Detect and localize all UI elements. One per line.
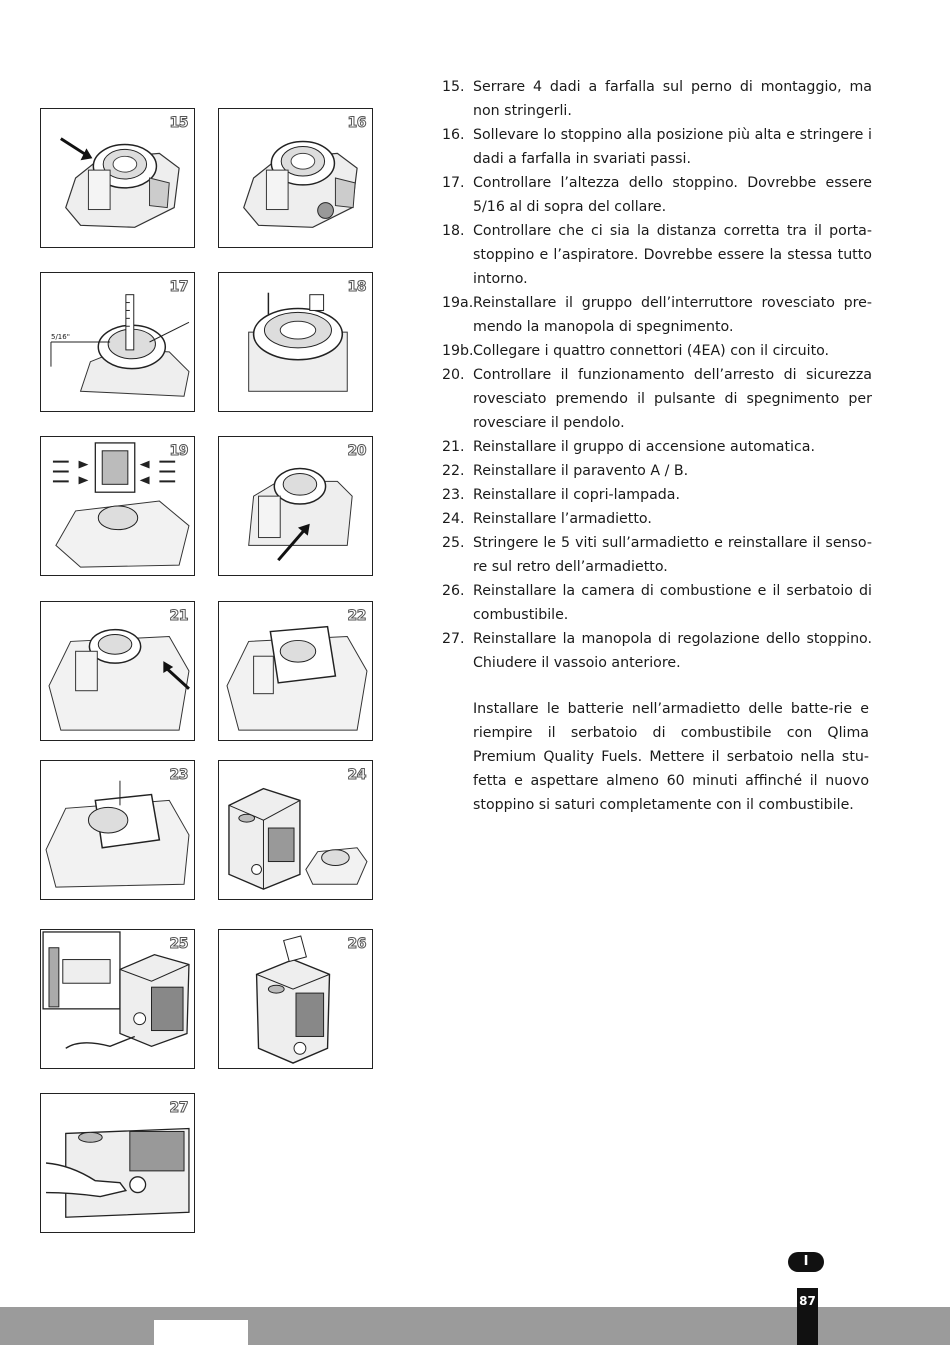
step-number: 24.	[442, 511, 465, 527]
step-item	[442, 483, 872, 507]
step-item	[442, 459, 872, 483]
battery-fuel-note: Installare le batterie nell’armadietto delle batte-rie e riempire il serbatoio di combustibile con Qlima Premium Quality Fuels. Mettere il serbatoio nella stu-fetta e aspettare almeno 60 minuti affinché il nuovo stoppino si saturi completamente con il combustibile.	[473, 701, 869, 813]
step-number: 21.	[442, 439, 465, 455]
step-item	[442, 123, 872, 171]
step-item	[442, 363, 872, 435]
figure-25	[40, 929, 195, 1069]
step-item	[442, 75, 872, 123]
step-number: 25.	[442, 535, 465, 551]
figure-16	[218, 108, 373, 248]
step-item	[442, 435, 872, 459]
figure-20	[218, 436, 373, 576]
figure-number: 26	[347, 936, 366, 952]
figure-number: 22	[347, 608, 366, 624]
step-number: 17.	[442, 175, 465, 191]
step-item	[442, 627, 872, 675]
figure-number: 25	[169, 936, 188, 952]
step-number: 19a.	[442, 295, 474, 311]
step-item	[442, 339, 872, 363]
step-number: 26.	[442, 583, 465, 599]
figure-21	[40, 601, 195, 741]
page-number: 87	[799, 1294, 816, 1308]
step-number: 23.	[442, 487, 465, 503]
step-item	[442, 507, 872, 531]
step-item	[442, 291, 872, 339]
figure-number: 15	[169, 115, 188, 131]
figure-27	[40, 1093, 195, 1233]
step-item	[442, 531, 872, 579]
step-number: 16.	[442, 127, 465, 143]
figure-number: 17	[169, 279, 188, 295]
step-text: Reinstallare l’armadietto.	[473, 511, 652, 527]
step-number: 22.	[442, 463, 465, 479]
figure-number: 24	[347, 767, 366, 783]
measurement-label: 5/16"	[51, 333, 70, 341]
figure-number: 19	[169, 443, 188, 459]
step-number: 18.	[442, 223, 465, 239]
step-number: 20.	[442, 367, 465, 383]
step-number: 27.	[442, 631, 465, 647]
step-item	[442, 219, 872, 291]
figure-number: 27	[169, 1100, 188, 1116]
step-text: Controllare il funzionamento dell’arresto di sicurezza rovesciato premendo il pulsante di spegnimento per rovesciare il pendolo.	[473, 367, 872, 431]
step-text: Stringere le 5 viti sull’armadietto e reinstallare il senso-re sul retro dell’armadietto.	[473, 535, 872, 575]
step-text: Collegare i quattro connettori (4EA) con il circuito.	[473, 343, 830, 359]
step-text: Reinstallare il paravento A / B.	[473, 463, 689, 479]
step-text: Serrare 4 dadi a farfalla sul perno di montaggio, ma non stringerli.	[473, 79, 872, 119]
figure-24	[218, 760, 373, 900]
step-text: Reinstallare il gruppo di accensione automatica.	[473, 439, 815, 455]
page-number-tab	[797, 1288, 818, 1345]
step-text: Reinstallare il gruppo dell’interruttore rovesciato pre-mendo la manopola di spegnimento.	[473, 295, 872, 335]
footer-white-block	[154, 1320, 248, 1345]
figure-18	[218, 272, 373, 412]
figure-17	[40, 272, 195, 412]
figure-number: 20	[347, 443, 366, 459]
step-text: Reinstallare il copri-lampada.	[473, 487, 681, 503]
figure-number: 21	[169, 608, 188, 624]
step-item	[442, 171, 872, 219]
figure-22	[218, 601, 373, 741]
figure-23	[40, 760, 195, 900]
figure-number: 18	[347, 279, 366, 295]
step-item	[442, 579, 872, 627]
figure-19	[40, 436, 195, 576]
step-text: Reinstallare la manopola di regolazione dello stoppino. Chiudere il vassoio anteriore.	[473, 631, 872, 671]
step-text: Reinstallare la camera di combustione e il serbatoio di combustibile.	[473, 583, 872, 623]
step-number: 19b.	[442, 343, 474, 359]
step-number: 15.	[442, 79, 465, 95]
figure-26	[218, 929, 373, 1069]
step-text: Controllare l’altezza dello stoppino. Dovrebbe essere 5/16 al di sopra del collare.	[473, 175, 872, 215]
language-badge: I	[788, 1252, 824, 1272]
step-text: Sollevare lo stoppino alla posizione più alta e stringere i dadi a farfalla in svariati passi.	[473, 127, 872, 167]
instruction-steps	[442, 75, 872, 675]
figure-number: 16	[347, 115, 366, 131]
figure-number: 23	[169, 767, 188, 783]
figure-15	[40, 108, 195, 248]
step-text: Controllare che ci sia la distanza corretta tra il porta-stoppino e l’aspiratore. Dovrebbe essere la stessa tutto intorno.	[473, 223, 872, 287]
